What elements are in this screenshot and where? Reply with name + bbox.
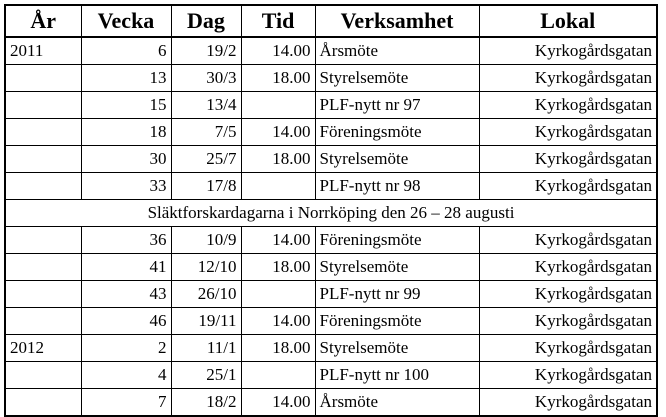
cell-vecka: 2 xyxy=(81,335,171,362)
cell-tid xyxy=(241,92,315,119)
cell-tid: 14.00 xyxy=(241,37,315,65)
cell-tid: 14.00 xyxy=(241,308,315,335)
table-row xyxy=(5,65,657,92)
cell-verksamhet: Föreningsmöte xyxy=(315,227,479,254)
cell-tid: 14.00 xyxy=(241,119,315,146)
cell-ar xyxy=(5,173,81,200)
cell-dag: 13/4 xyxy=(171,92,241,119)
cell-vecka: 18 xyxy=(81,119,171,146)
table-row xyxy=(5,254,657,281)
cell-dag: 18/2 xyxy=(171,389,241,417)
cell-tid xyxy=(241,362,315,389)
table-row xyxy=(5,362,657,389)
cell-ar xyxy=(5,362,81,389)
column-header-ar: År xyxy=(5,5,81,37)
schedule-table xyxy=(4,4,658,417)
cell-verksamhet: PLF-nytt nr 100 xyxy=(315,362,479,389)
cell-lokal: Kyrkogårdsgatan xyxy=(479,146,657,173)
cell-vecka: 15 xyxy=(81,92,171,119)
table-row xyxy=(5,37,657,65)
cell-ar: 2011 xyxy=(5,37,81,65)
cell-verksamhet: Styrelsemöte xyxy=(315,254,479,281)
column-header-tid: Tid xyxy=(241,5,315,37)
cell-vecka: 36 xyxy=(81,227,171,254)
cell-lokal: Kyrkogårdsgatan xyxy=(479,119,657,146)
cell-ar xyxy=(5,254,81,281)
cell-verksamhet: Styrelsemöte xyxy=(315,146,479,173)
cell-tid xyxy=(241,173,315,200)
cell-verksamhet: Årsmöte xyxy=(315,389,479,417)
cell-dag: 25/7 xyxy=(171,146,241,173)
cell-ar xyxy=(5,227,81,254)
cell-vecka: 43 xyxy=(81,281,171,308)
cell-vecka: 30 xyxy=(81,146,171,173)
table-header xyxy=(5,5,657,37)
cell-dag: 26/10 xyxy=(171,281,241,308)
cell-ar xyxy=(5,281,81,308)
cell-verksamhet: Föreningsmöte xyxy=(315,308,479,335)
cell-verksamhet: Styrelsemöte xyxy=(315,335,479,362)
note-text: Släktforskardagarna i Norrköping den 26 – 28 augusti xyxy=(5,200,657,227)
cell-ar xyxy=(5,119,81,146)
column-header-dag: Dag xyxy=(171,5,241,37)
cell-tid: 18.00 xyxy=(241,65,315,92)
cell-lokal: Kyrkogårdsgatan xyxy=(479,92,657,119)
cell-ar xyxy=(5,308,81,335)
cell-ar xyxy=(5,389,81,417)
table-body-2011 xyxy=(5,37,657,200)
cell-verksamhet: Årsmöte xyxy=(315,37,479,65)
cell-dag: 19/11 xyxy=(171,308,241,335)
table-row xyxy=(5,146,657,173)
cell-lokal: Kyrkogårdsgatan xyxy=(479,308,657,335)
table-row xyxy=(5,308,657,335)
cell-tid: 18.00 xyxy=(241,146,315,173)
header-row xyxy=(5,5,657,37)
cell-lokal: Kyrkogårdsgatan xyxy=(479,335,657,362)
cell-dag: 30/3 xyxy=(171,65,241,92)
column-header-verksamhet: Verksamhet xyxy=(315,5,479,37)
column-header-lokal: Lokal xyxy=(479,5,657,37)
table-row xyxy=(5,281,657,308)
table-row xyxy=(5,92,657,119)
cell-vecka: 4 xyxy=(81,362,171,389)
cell-dag: 19/2 xyxy=(171,37,241,65)
table-row xyxy=(5,173,657,200)
column-header-vecka: Vecka xyxy=(81,5,171,37)
cell-lokal: Kyrkogårdsgatan xyxy=(479,281,657,308)
cell-tid: 14.00 xyxy=(241,227,315,254)
cell-vecka: 41 xyxy=(81,254,171,281)
cell-verksamhet: PLF-nytt nr 97 xyxy=(315,92,479,119)
cell-vecka: 33 xyxy=(81,173,171,200)
cell-lokal: Kyrkogårdsgatan xyxy=(479,37,657,65)
cell-lokal: Kyrkogårdsgatan xyxy=(479,173,657,200)
cell-dag: 10/9 xyxy=(171,227,241,254)
cell-vecka: 6 xyxy=(81,37,171,65)
cell-lokal: Kyrkogårdsgatan xyxy=(479,389,657,417)
cell-tid: 14.00 xyxy=(241,389,315,417)
cell-lokal: Kyrkogårdsgatan xyxy=(479,65,657,92)
cell-vecka: 46 xyxy=(81,308,171,335)
table-note-section xyxy=(5,200,657,227)
table-body-autumn xyxy=(5,227,657,417)
cell-tid xyxy=(241,281,315,308)
cell-dag: 11/1 xyxy=(171,335,241,362)
note-row xyxy=(5,200,657,227)
table-row xyxy=(5,335,657,362)
cell-verksamhet: Föreningsmöte xyxy=(315,119,479,146)
cell-ar xyxy=(5,92,81,119)
cell-vecka: 13 xyxy=(81,65,171,92)
cell-ar xyxy=(5,146,81,173)
cell-verksamhet: PLF-nytt nr 99 xyxy=(315,281,479,308)
cell-dag: 12/10 xyxy=(171,254,241,281)
cell-lokal: Kyrkogårdsgatan xyxy=(479,254,657,281)
cell-verksamhet: Styrelsemöte xyxy=(315,65,479,92)
cell-lokal: Kyrkogårdsgatan xyxy=(479,227,657,254)
cell-dag: 17/8 xyxy=(171,173,241,200)
cell-ar: 2012 xyxy=(5,335,81,362)
cell-dag: 7/5 xyxy=(171,119,241,146)
cell-ar xyxy=(5,65,81,92)
table-row xyxy=(5,389,657,417)
cell-tid: 18.00 xyxy=(241,254,315,281)
cell-tid: 18.00 xyxy=(241,335,315,362)
cell-vecka: 7 xyxy=(81,389,171,417)
cell-dag: 25/1 xyxy=(171,362,241,389)
table-row xyxy=(5,227,657,254)
table-row xyxy=(5,119,657,146)
cell-lokal: Kyrkogårdsgatan xyxy=(479,362,657,389)
cell-verksamhet: PLF-nytt nr 98 xyxy=(315,173,479,200)
